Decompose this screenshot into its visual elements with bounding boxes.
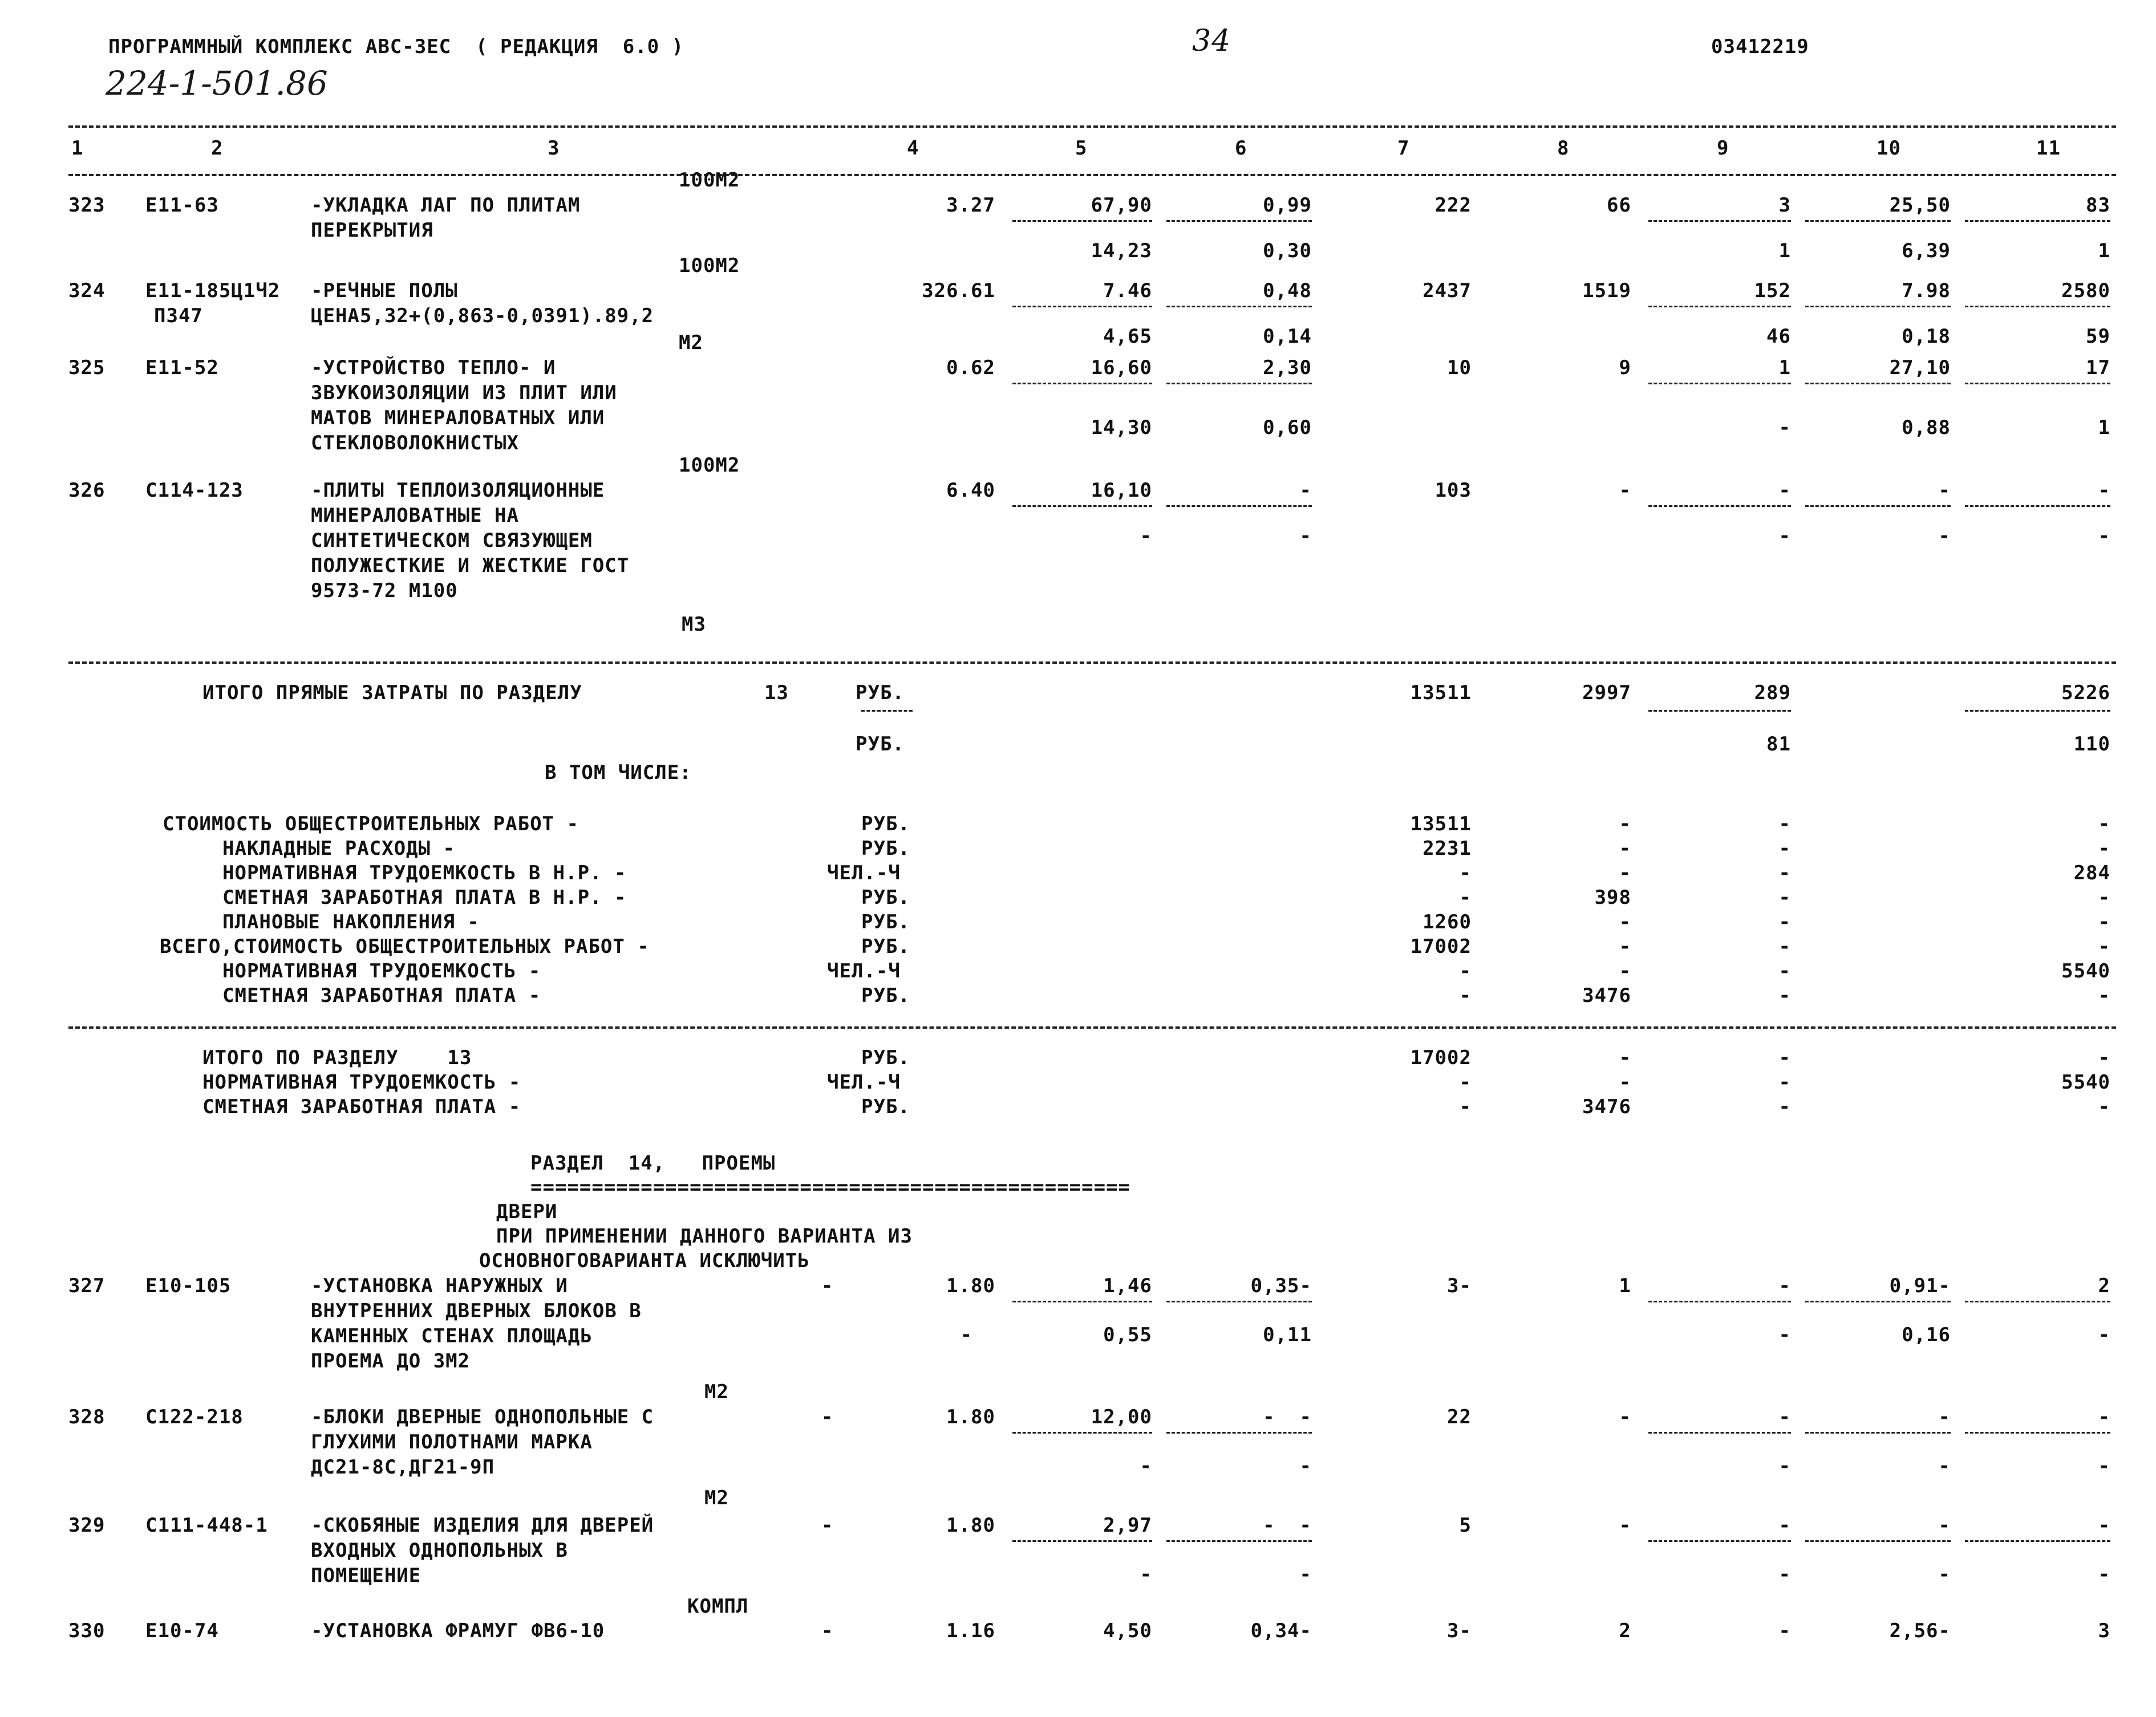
row-description: МИНЕРАЛОВАТНЫЕ НА: [311, 504, 519, 527]
cell-c9: 152: [1754, 279, 1791, 302]
cell-rule: [1805, 220, 1951, 222]
summary-label: СТОИМОСТЬ ОБЩЕСТРОИТЕЛЬНЫХ РАБОТ -: [163, 813, 579, 835]
summary-c9: -: [1778, 837, 1791, 860]
cell-c7: 3-: [1447, 1274, 1472, 1297]
section-summary-label: НОРМАТИВНАЯ ТРУДОЕМКОСТЬ -: [202, 1071, 521, 1094]
cell-c10-lower: -: [1938, 1563, 1951, 1586]
summary-rule: [68, 1026, 2116, 1029]
section-summary-c8: 3476: [1582, 1095, 1631, 1118]
summary-unit: РУБ.: [861, 837, 910, 860]
cell-c11-lower: -: [2098, 1324, 2110, 1346]
summary-label: СМЕТНАЯ ЗАРАБОТНАЯ ПЛАТА -: [222, 984, 541, 1007]
cell-rule: [1648, 710, 1791, 712]
row-description: -РЕЧНЫЕ ПОЛЫ: [311, 279, 458, 302]
summary-c11: -: [2098, 837, 2110, 860]
summary-c9: -: [1778, 984, 1791, 1007]
cell-c6-lower: -: [1299, 1563, 1312, 1586]
section14-note2: ОСНОВНОГОВАРИАНТА ИСКЛЮЧИТЬ: [479, 1249, 810, 1272]
row-number: 323: [68, 194, 106, 217]
unit-label: М2: [704, 1487, 729, 1509]
cell-c5-lower: -: [1140, 1455, 1152, 1477]
cell-c5-lower: 14,30: [1091, 416, 1152, 439]
cell-c5: 67,90: [1091, 194, 1152, 217]
section-total-c9: 289: [1754, 681, 1791, 704]
section-summary-label: СМЕТНАЯ ЗАРАБОТНАЯ ПЛАТА -: [202, 1095, 521, 1118]
cell-c7: 222: [1434, 194, 1472, 217]
row-description: ЗВУКОИЗОЛЯЦИИ ИЗ ПЛИТ ИЛИ: [311, 381, 617, 404]
cell-rule: [1648, 505, 1791, 507]
cell-c6-lower: 0,14: [1263, 325, 1312, 348]
summary-c9: -: [1778, 886, 1791, 909]
summary-c11: -: [2098, 935, 2110, 958]
row-description: -БЛОКИ ДВЕРНЫЕ ОДНОПОЛЬНЫЕ С: [311, 1406, 654, 1428]
unit-label: М2: [679, 331, 703, 354]
summary-c11: 284: [2073, 862, 2110, 884]
cell-rule: [1805, 306, 1951, 307]
column-number: 8: [1557, 137, 1570, 160]
cell-c5: 1,46: [1103, 1274, 1152, 1297]
row-description: -УСТАНОВКА НАРУЖНЫХ И: [311, 1274, 568, 1297]
row-code: С114-123: [145, 479, 244, 502]
section-total-number: 13: [764, 681, 789, 704]
cell-c10-lower: 0,16: [1902, 1324, 1951, 1346]
column-number: 5: [1075, 137, 1088, 160]
section-summary-unit: ЧЕЛ.-Ч: [827, 1071, 901, 1094]
section-summary-c11: -: [2098, 1095, 2110, 1118]
cell-rule: [1648, 383, 1791, 384]
cell-c8: 1: [1619, 1274, 1631, 1297]
summary-unit: ЧЕЛ.-Ч: [827, 862, 901, 884]
section-summary-c7: -: [1459, 1071, 1472, 1094]
cell-c6-lower: 0,60: [1263, 416, 1312, 439]
summary-c7: 1260: [1423, 911, 1472, 933]
cell-c7: 5: [1459, 1514, 1472, 1537]
cell-qty: 326.61: [922, 279, 995, 302]
summary-c11: -: [2098, 813, 2110, 835]
cell-c9: -: [1778, 479, 1791, 502]
cell-c6: 0,48: [1263, 279, 1312, 302]
section-summary-unit: РУБ.: [861, 1046, 910, 1069]
row-description: СТЕКЛОВОЛОКНИСТЫХ: [311, 432, 519, 454]
summary-c7: 2231: [1423, 837, 1472, 860]
cell-c11-lower: 1: [2098, 240, 2110, 262]
cell-c9-lower: 46: [1766, 325, 1791, 348]
cell-c5: 16,60: [1091, 356, 1152, 379]
cell-c10: -: [1938, 1406, 1951, 1428]
cell-rule: [1965, 1432, 2110, 1434]
cell-rule: [1012, 1540, 1152, 1542]
cell-c7: 2437: [1423, 279, 1472, 302]
cell-rule: [1965, 505, 2110, 507]
cell-c6: 0,34-: [1250, 1619, 1312, 1642]
cell-c6-lower: 0,30: [1263, 240, 1312, 262]
cell-rule: [861, 710, 913, 712]
column-number: 4: [907, 137, 919, 160]
section14-title: РАЗДЕЛ 14, ПРОЕМЫ: [530, 1152, 776, 1175]
cell-c5: 16,10: [1091, 479, 1152, 502]
cell-c6: - -: [1263, 1514, 1312, 1537]
cell-c9-lower: -: [1778, 1455, 1791, 1477]
cell-c10-lower: -: [1938, 525, 1951, 547]
row-description: ВНУТРЕННИХ ДВЕРНЫХ БЛОКОВ В: [311, 1300, 642, 1322]
section-summary-c7: -: [1459, 1095, 1472, 1118]
cell-c6: 2,30: [1263, 356, 1312, 379]
cell-c9-lower: -: [1778, 416, 1791, 439]
cell-c5-lower: 0,55: [1103, 1324, 1152, 1346]
section-total-c9-lower: 81: [1766, 733, 1791, 756]
header-page-number: 34: [1192, 24, 1231, 58]
summary-c7: -: [1459, 886, 1472, 909]
cell-rule: [1012, 505, 1152, 507]
section-total-c11-lower: 110: [2073, 733, 2110, 756]
cell-qty-lower: -: [960, 1324, 972, 1346]
section-total-c8: 2997: [1582, 681, 1631, 704]
cell-rule: [1805, 1432, 1951, 1434]
cell-c11-lower: 1: [2098, 416, 2110, 439]
unit-label: 100М2: [679, 169, 740, 192]
summary-c8: -: [1619, 935, 1631, 958]
cell-rule: [1166, 220, 1312, 222]
row-number: 329: [68, 1514, 106, 1537]
row-description: -УСТРОЙСТВО ТЕПЛО- И: [311, 356, 556, 379]
row-description: МАТОВ МИНЕРАЛОВАТНЫХ ИЛИ: [311, 407, 605, 429]
cell-c10: 7.98: [1902, 279, 1951, 302]
unit-label: 100М2: [679, 254, 740, 277]
cell-rule: [1166, 1301, 1312, 1302]
cell-rule: [1166, 1432, 1312, 1434]
cell-c10: 27,10: [1889, 356, 1951, 379]
cell-c11: 3: [2098, 1619, 2110, 1642]
cell-rule: [1805, 1540, 1951, 1542]
cell-rule: [1166, 383, 1312, 384]
cell-rule: [1965, 1540, 2110, 1542]
column-number: 11: [2036, 137, 2061, 160]
cell-rule: [1012, 383, 1152, 384]
cell-c11-lower: -: [2098, 525, 2110, 547]
cell-c7: 3-: [1447, 1619, 1472, 1642]
row-description: -УСТАНОВКА ФРАМУГ ФВ6-10: [311, 1619, 605, 1642]
cell-c5-lower: 4,65: [1103, 325, 1152, 348]
cell-c10-lower: 0,88: [1902, 416, 1951, 439]
summary-label: НОРМАТИВНАЯ ТРУДОЕМКОСТЬ -: [222, 960, 541, 983]
row-description: ПОЛУЖЕСТКИЕ И ЖЕСТКИЕ ГОСТ: [311, 554, 630, 577]
row-code: Е10-74: [145, 1619, 219, 1642]
summary-unit: РУБ.: [861, 935, 910, 958]
summary-c9: -: [1778, 911, 1791, 933]
row-code: С111-448-1: [145, 1514, 268, 1537]
cell-c10: 0,91-: [1889, 1274, 1951, 1297]
row-code: Е10-105: [145, 1274, 232, 1297]
cell-c11-lower: -: [2098, 1455, 2110, 1477]
row-number: 327: [68, 1274, 106, 1297]
cell-c11: 17: [2086, 356, 2110, 379]
cell-rule: [1166, 1540, 1312, 1542]
row-description: -СКОБЯНЫЕ ИЗДЕЛИЯ ДЛЯ ДВЕРЕЙ: [311, 1514, 654, 1537]
section-summary-label: ИТОГО ПО РАЗДЕЛУ 13: [202, 1046, 472, 1069]
summary-c11: -: [2098, 911, 2110, 933]
cell-c8: 1519: [1582, 279, 1631, 302]
summary-label: ВСЕГО,СТОИМОСТЬ ОБЩЕСТРОИТЕЛЬНЫХ РАБОТ -: [160, 935, 650, 958]
section-total-rule: [68, 661, 2116, 664]
cell-rule: [1805, 383, 1951, 384]
cell-c9: -: [1778, 1274, 1791, 1297]
section-summary-unit: РУБ.: [861, 1095, 910, 1118]
cell-c9-lower: -: [1778, 1324, 1791, 1346]
row-subcode: П347: [154, 305, 203, 327]
summary-c9: -: [1778, 935, 1791, 958]
cell-c3-marker: -: [821, 1514, 834, 1537]
cell-rule: [1648, 1301, 1791, 1302]
cell-c8: -: [1619, 1514, 1631, 1537]
cell-c11: 2580: [2061, 279, 2110, 302]
handwritten-ref: 224-1-501.86: [106, 64, 328, 103]
summary-c8: 398: [1594, 886, 1631, 909]
cell-rule: [1965, 220, 2110, 222]
column-number: 3: [548, 137, 560, 160]
cell-c5-lower: -: [1140, 525, 1152, 547]
cell-qty: 1.80: [946, 1406, 995, 1428]
cell-c9-lower: 1: [1778, 240, 1791, 262]
section-summary-c9: -: [1778, 1095, 1791, 1118]
cell-c9: -: [1778, 1514, 1791, 1537]
cell-c9: 3: [1778, 194, 1791, 217]
cell-rule: [1648, 1432, 1791, 1434]
cell-c7: 103: [1434, 479, 1472, 502]
section-summary-c9: -: [1778, 1071, 1791, 1094]
cell-c5-lower: 14,23: [1091, 240, 1152, 262]
column-number: 10: [1877, 137, 1901, 160]
section-total-c11: 5226: [2061, 681, 2110, 704]
cell-c10: -: [1938, 1514, 1951, 1537]
unit-label: 100М2: [679, 454, 740, 477]
cell-c9: -: [1778, 1619, 1791, 1642]
summary-label: ПЛАНОВЫЕ НАКОПЛЕНИЯ -: [222, 911, 480, 933]
section-summary-c8: -: [1619, 1046, 1631, 1069]
summary-c7: -: [1459, 960, 1472, 983]
cell-c11: 83: [2086, 194, 2110, 217]
row-number: 328: [68, 1406, 106, 1428]
unit-label: М3: [682, 613, 706, 636]
row-description: ДС21-8С,ДГ21-9П: [311, 1456, 495, 1479]
section-summary-c9: -: [1778, 1046, 1791, 1069]
summary-c7: 17002: [1410, 935, 1472, 958]
summary-c11: -: [2098, 886, 2110, 909]
cell-c6: -: [1299, 479, 1312, 502]
summary-label: НОРМАТИВНАЯ ТРУДОЕМКОСТЬ В Н.Р. -: [222, 862, 627, 884]
cell-rule: [1805, 505, 1951, 507]
cell-qty: 0.62: [946, 356, 995, 379]
section-summary-c11: -: [2098, 1046, 2110, 1069]
row-description: ГЛУХИМИ ПОЛОТНАМИ МАРКА: [311, 1431, 593, 1454]
row-description: -УКЛАДКА ЛАГ ПО ПЛИТАМ: [311, 194, 581, 217]
section-summary-c8: -: [1619, 1071, 1631, 1094]
summary-label: НАКЛАДНЫЕ РАСХОДЫ -: [222, 837, 455, 860]
summary-unit: РУБ.: [861, 984, 910, 1007]
summary-c11: -: [2098, 984, 2110, 1007]
column-number: 1: [71, 137, 84, 160]
cell-c5: 4,50: [1103, 1619, 1152, 1642]
row-description: КАМЕННЫХ СТЕНАХ ПЛОЩАДЬ: [311, 1325, 593, 1347]
cell-qty: 1.80: [946, 1514, 995, 1537]
header-program: ПРОГРАММНЫЙ КОМПЛЕКС АВС-ЗЕС ( РЕДАКЦИЯ 6.0 ): [108, 35, 684, 58]
summary-c7: -: [1459, 862, 1472, 884]
summary-c8: -: [1619, 837, 1631, 860]
summary-c8: -: [1619, 911, 1631, 933]
cell-c5-lower: -: [1140, 1563, 1152, 1586]
summary-c9: -: [1778, 862, 1791, 884]
header-doc-code: 03412219: [1711, 35, 1809, 58]
summary-c11: 5540: [2061, 960, 2110, 983]
cell-c3-marker: -: [821, 1274, 834, 1297]
header-bottom-rule: [68, 174, 2116, 176]
cell-c8: -: [1619, 1406, 1631, 1428]
cell-rule: [1648, 1540, 1791, 1542]
cell-rule: [1012, 306, 1152, 307]
row-number: 330: [68, 1619, 106, 1642]
column-number: 6: [1235, 137, 1247, 160]
column-number: 2: [211, 137, 224, 160]
cell-c3-marker: -: [821, 1619, 834, 1642]
section14-note1: ПРИ ПРИМЕНЕНИИ ДАННОГО ВАРИАНТА ИЗ: [496, 1225, 913, 1248]
cell-c6: 0,35-: [1250, 1274, 1312, 1297]
cell-c10-lower: 6,39: [1902, 240, 1951, 262]
cell-c6: 0,99: [1263, 194, 1312, 217]
including-label: В ТОМ ЧИСЛЕ:: [545, 761, 692, 784]
cell-c6-lower: -: [1299, 1455, 1312, 1477]
cell-c8: 9: [1619, 356, 1631, 379]
summary-c8: -: [1619, 813, 1631, 835]
section14-sub: ДВЕРИ: [496, 1200, 558, 1223]
summary-c9: -: [1778, 813, 1791, 835]
row-description: ВХОДНЫХ ОДНОПОЛЬНЫХ В: [311, 1539, 568, 1562]
unit-label: КОМПЛ: [687, 1595, 749, 1618]
summary-unit: РУБ.: [861, 813, 910, 835]
cell-qty: 6.40: [946, 479, 995, 502]
row-description: -ПЛИТЫ ТЕПЛОИЗОЛЯЦИОННЫЕ: [311, 479, 605, 502]
summary-unit: ЧЕЛ.-Ч: [827, 960, 901, 983]
cell-qty: 1.16: [946, 1619, 995, 1642]
section-total-label: ИТОГО ПРЯМЫЕ ЗАТРАТЫ ПО РАЗДЕЛУ: [202, 681, 582, 704]
cell-rule: [1012, 1432, 1152, 1434]
summary-c9: -: [1778, 960, 1791, 983]
row-description: СИНТЕТИЧЕСКОМ СВЯЗУЮЩЕМ: [311, 529, 593, 552]
cell-c10: 2,56-: [1889, 1619, 1951, 1642]
unit-label: М2: [704, 1381, 729, 1403]
cell-rule: [1965, 1301, 2110, 1302]
cell-qty: 1.80: [946, 1274, 995, 1297]
cell-c11: -: [2098, 479, 2110, 502]
cell-c10: -: [1938, 479, 1951, 502]
section-total-unit: РУБ.: [856, 681, 905, 704]
cell-c6: - -: [1263, 1406, 1312, 1428]
section14-rule: =================================================: [530, 1176, 1131, 1199]
cell-c3-marker: -: [821, 1406, 834, 1428]
cell-rule: [1166, 306, 1312, 307]
cell-rule: [1965, 710, 2110, 712]
summary-label: СМЕТНАЯ ЗАРАБОТНАЯ ПЛАТА В Н.Р. -: [222, 886, 627, 909]
column-number: 9: [1717, 137, 1729, 160]
summary-c7: -: [1459, 984, 1472, 1007]
row-number: 326: [68, 479, 106, 502]
summary-c8: -: [1619, 862, 1631, 884]
summary-c8: -: [1619, 960, 1631, 983]
cell-c8: 66: [1607, 194, 1631, 217]
row-number: 324: [68, 279, 106, 302]
cell-c10-lower: 0,18: [1902, 325, 1951, 348]
row-number: 325: [68, 356, 106, 379]
cell-c11: 2: [2098, 1274, 2110, 1297]
section-summary-c7: 17002: [1410, 1046, 1472, 1069]
section-summary-c11: 5540: [2061, 1071, 2110, 1094]
summary-c8: 3476: [1582, 984, 1631, 1007]
cell-c8: -: [1619, 479, 1631, 502]
top-rule: [68, 125, 2116, 128]
cell-c9-lower: -: [1778, 525, 1791, 547]
cell-c5: 7.46: [1103, 279, 1152, 302]
cell-rule: [1965, 306, 2110, 307]
cell-c8: 2: [1619, 1619, 1631, 1642]
cell-rule: [1166, 505, 1312, 507]
row-code: Е11-185Ц1Ч2: [145, 279, 281, 302]
cell-rule: [1648, 306, 1791, 307]
section-total-unit-2: РУБ.: [856, 733, 905, 756]
cell-c9: -: [1778, 1406, 1791, 1428]
cell-c5: 12,00: [1091, 1406, 1152, 1428]
cell-qty: 3.27: [946, 194, 995, 217]
summary-unit: РУБ.: [861, 886, 910, 909]
row-code: Е11-63: [145, 194, 219, 217]
cell-c10-lower: -: [1938, 1455, 1951, 1477]
section-total-c7: 13511: [1410, 681, 1472, 704]
cell-c10: 25,50: [1889, 194, 1951, 217]
cell-rule: [1012, 220, 1152, 222]
cell-rule: [1648, 220, 1791, 222]
summary-c7: 13511: [1410, 813, 1472, 835]
column-number: 7: [1397, 137, 1410, 160]
cell-c6-lower: 0,11: [1263, 1324, 1312, 1346]
cell-c7: 10: [1447, 356, 1472, 379]
row-description: ПОМЕЩЕНИЕ: [311, 1564, 422, 1587]
row-code: С122-218: [145, 1406, 244, 1428]
row-description: 9573-72 М100: [311, 579, 458, 602]
cell-c6-lower: -: [1299, 525, 1312, 547]
cell-c5: 2,97: [1103, 1514, 1152, 1537]
cell-c11: -: [2098, 1406, 2110, 1428]
cell-c11: -: [2098, 1514, 2110, 1537]
summary-unit: РУБ.: [861, 911, 910, 933]
cell-c9: 1: [1778, 356, 1791, 379]
row-description: ПРОЕМА ДО 3М2: [311, 1350, 471, 1373]
cell-c9-lower: -: [1778, 1563, 1791, 1586]
row-description: ЦЕНА5,32+(0,863-0,0391).89,2: [311, 305, 654, 327]
cell-rule: [1965, 383, 2110, 384]
row-code: Е11-52: [145, 356, 219, 379]
cell-c11-lower: 59: [2086, 325, 2110, 348]
cell-rule: [1805, 1301, 1951, 1302]
row-description: ПЕРЕКРЫТИЯ: [311, 219, 433, 242]
cell-c11-lower: -: [2098, 1563, 2110, 1586]
cell-rule: [1012, 1301, 1152, 1302]
cell-c7: 22: [1447, 1406, 1472, 1428]
